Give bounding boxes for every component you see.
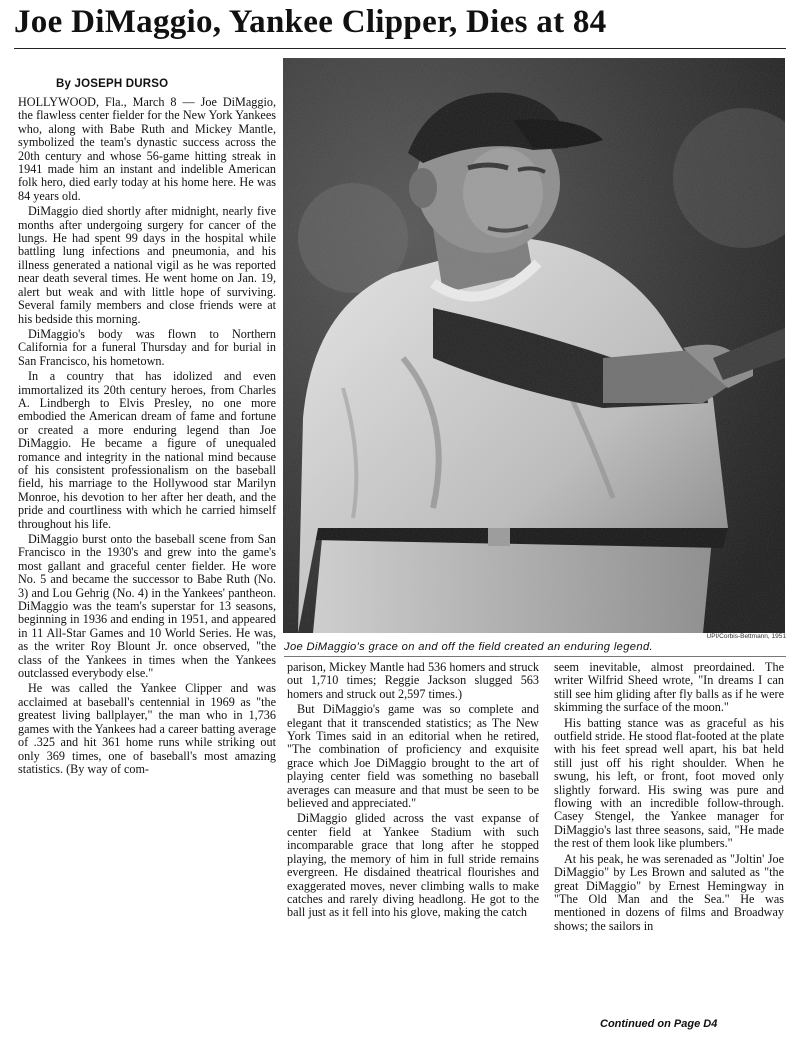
paragraph: DiMaggio's body was flown to Northern California for a funeral Thursday and for burial in San Francisco, his hometown. [18,326,276,368]
photo-caption: Joe DiMaggio's grace on and off the field created an enduring legend. [284,641,653,653]
paragraph-text: Joe DiMaggio, the flawless center fielder for the New York Yankees who, along with Babe Ruth and Mickey Mantle, symbolized the team's dynastic success across the 20th century and whose 56-game hitting streak in 1941 made him an instant and indelible American folk hero, died early today at his home here. He was 84 years old. [18,95,276,203]
paragraph: DiMaggio glided across the vast expanse of center field at Yankee Stadium with such incomparable grace that long after he stopped playing, the memory of him in full stride remains evergreen. He disdained theatrical flourishes and exaggerated moves, never climbing walls to make catches and rarely diving headlong. He got to the ball just as it fell into his glove, making the catch [287,811,539,920]
headline-rule [14,48,786,49]
paragraph: seem inevitable, almost preordained. The writer Wilfrid Sheed wrote, "In dreams I can still see him gliding after fly balls as if he were skimming the surface of the moon." [554,660,784,715]
paragraph: But DiMaggio's game was so complete and elegant that it transcended statistics; as The New York Times said in an editorial when he retired, "The combination of proficiency and exquisite grace which Joe DiMaggio brought to the art of playing center field was something no baseball averages can measure and that must be seen to be believed and appreciated." [287,702,539,811]
paragraph: At his peak, he was serenaded as "Joltin' Joe DiMaggio" by Les Brown and saluted as "the great DiMaggio" by Ernest Hemingway in "The Old Man and the Sea." He was mentioned in dozens of films and Broadway shows; the sailors in [554,851,784,933]
article-column-1 [18,96,276,778]
photo-credit: UPI/Corbis-Bettmann, 1951 [706,633,786,640]
paragraph-lead [18,96,276,203]
photo-illustration [283,58,785,633]
byline: By JOSEPH DURSO [56,78,169,90]
article-column-3 [554,661,784,935]
paragraph: parison, Mickey Mantle had 536 homers and struck out 1,710 times; Reggie Jackson slugged 563 homers and struck out 2,597 times.) [287,660,539,701]
paragraph: In a country that has idolized and even immortalized its 20th century heroes, from Charles A. Lindbergh to Elvis Presley, no one more embodied the American dream of fame and fortune or created a more enduring legend than Joe DiMaggio. He became a figure of unequaled romance and integrity in the national mind because of his consistent professionalism on the baseball field, his marriage to the Hollywood star Marilyn Monroe, his devotion to her after her death, and the pride and courtliness with which he carried himself throughout his life. [18,369,276,531]
headline: Joe DiMaggio, Yankee Clipper, Dies at 84 [14,4,607,40]
paragraph: He was called the Yankee Clipper and was acclaimed at baseball's centennial in 1969 as "the greatest living ballplayer," the man who in 1,736 games with the Yankees had a career batting average of .325 and hit 361 home runs while striking out only 369 times, one of baseball's most amazing statistics. (By way of com- [18,681,276,776]
article-column-2 [287,661,539,922]
caption-rule [284,656,786,657]
paragraph: DiMaggio burst onto the baseball scene from San Francisco in the 1930's and grew into the game's most gallant and graceful center fielder. He wore No. 5 and became the successor to Babe Ruth (No. 3) and Lou Gehrig (No. 4) in the Yankees' pantheon. DiMaggio was the team's superstar for 13 seasons, beginning in 1936 and ending in 1951, and appeared in 11 All-Star Games and 10 World Series. He was, as the writer Roy Blount Jr. once observed, "the class of the Yankees in times when the Yankees outclassed everybody else." [18,532,276,681]
dateline: HOLLYWOOD, Fla., March 8 — [18,95,195,109]
paragraph: DiMaggio died shortly after midnight, nearly five months after undergoing surgery for cancer of the lungs. He had spent 99 days in the hospital while battling lung infections and pneumonia, and his illness generated a national vigil as he was reported near death several times. He went home on Jan. 19, alert but weak and with little hope of surviving. Several family members and close friends were at his bedside this morning. [18,204,276,326]
continued-link[interactable]: Continued on Page D4 [600,1018,718,1030]
photo-joe-dimaggio-batting [283,58,785,633]
paragraph: His batting stance was as graceful as his outfield stride. He stood flat-footed at the plate with his feet spread well apart, his bat held still just off his right shoulder. When he swung, his left, or front, foot moved only slightly forward. His swing was pure and flowing with an incredible follow-through. Casey Stengel, the Yankee manager for DiMaggio's last three seasons, said, "He made the rest of them look like plumbers." [554,715,784,851]
